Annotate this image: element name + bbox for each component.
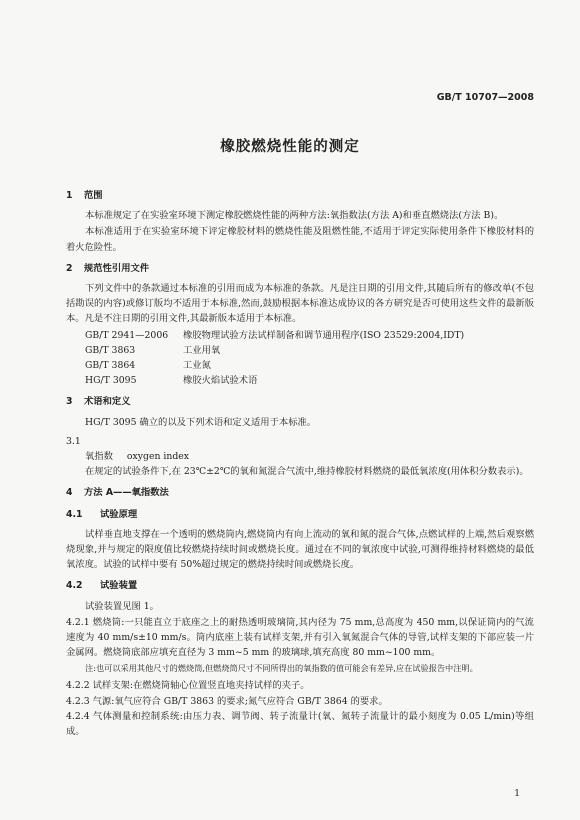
paragraph: HG/T 3095 确立的以及下列术语和定义适用于本标准。 bbox=[85, 416, 317, 428]
subsection-4-2-heading bbox=[66, 578, 534, 593]
section-number: 1 bbox=[66, 190, 73, 201]
term-number: 3.1 bbox=[66, 435, 81, 447]
subsection-title: 试验原理 bbox=[100, 508, 138, 520]
clause-item bbox=[66, 615, 534, 661]
reference-title: 橡胶火焰试验术语 bbox=[183, 375, 258, 387]
term-chinese: 氧指数 bbox=[85, 451, 113, 463]
section-title: 方法 A——氧指数法 bbox=[84, 487, 169, 499]
section-number: 3 bbox=[66, 396, 73, 408]
document-body bbox=[66, 182, 534, 739]
clause-text: 气源:氧气应符合 GB/T 3863 的要求;氮气应符合 GB/T 3864 的要求。 bbox=[92, 695, 388, 707]
reference-title: 工业氮 bbox=[183, 360, 211, 372]
note: 注:也可以采用其他尺寸的燃烧筒,但燃烧筒尺寸不同所得出的氧指数的值可能会有差异,应在试验报告中注明。 bbox=[85, 663, 478, 674]
clause-item bbox=[66, 678, 534, 693]
paragraph: 试样垂直地支撑在一个透明的燃烧筒内,燃烧筒内有向上流动的氧和氮的混合气体,点燃试样的上端,然后观察燃烧现象,并与规定的限度值比较燃烧持续时间或燃烧长度。通过在不同的氧浓度中试验,可测得维持材料燃烧的最低氧浓度。试验的试样中要有 50%超过规定的燃烧持续时间或燃烧长度。 bbox=[66, 528, 534, 571]
clause-number: 4.2.3 bbox=[66, 695, 90, 707]
subsection-number: 4.2 bbox=[66, 580, 83, 592]
section-1-heading bbox=[66, 188, 534, 203]
standard-code: GB/T 10707—2008 bbox=[436, 92, 534, 103]
page-number: 1 bbox=[514, 789, 520, 799]
reference-item bbox=[66, 358, 534, 373]
reference-title: 工业用氧 bbox=[183, 344, 221, 356]
reference-item bbox=[66, 343, 534, 358]
section-number: 4 bbox=[66, 487, 73, 499]
page-title: 橡胶燃烧性能的测定 bbox=[220, 139, 360, 155]
reference-title: 橡胶物理试验方法试样制备和调节通用程序(ISO 23529:2004,IDT) bbox=[183, 329, 465, 341]
paragraph: 本标准适用于在实验室环境下评定橡胶材料的燃烧性能及阻燃性能,不适用于评定实际使用条件下橡胶材料的着火危险性。 bbox=[66, 226, 534, 253]
term-english: oxygen index bbox=[126, 451, 190, 463]
reference-item bbox=[66, 328, 534, 343]
reference-code: HG/T 3095 bbox=[85, 375, 137, 387]
section-title: 术语和定义 bbox=[84, 396, 131, 408]
section-number: 2 bbox=[66, 262, 73, 274]
section-3-heading bbox=[66, 394, 534, 409]
clause-item bbox=[66, 709, 534, 739]
paragraph: 下列文件中的条款通过本标准的引用而成为本标准的条款。凡是注日期的引用文件,其随后所有的修改单(不包括勘误的内容)或修订版均不适用于本标准,然而,鼓励根据本标准达成协议的各方研究是否可使用这些文件的最新版本。凡是不注日期的引用文件,其最新版本适用于本标准。 bbox=[66, 283, 534, 325]
clause-number: 4.2.4 bbox=[66, 710, 90, 722]
section-2-heading bbox=[66, 261, 534, 276]
term-entry bbox=[66, 449, 534, 464]
term-definition: 在规定的试验条件下,在 23℃±2℃的氧和氮混合气流中,维持橡胶材料燃烧的最低氧浓度(用体积分数表示)。 bbox=[85, 466, 529, 478]
clause-text: 气体测量和控制系统:由压力表、调节阀、转子流量计(氧、氮转子流量计的最小刻度为 0.05 L/min)等组成。 bbox=[66, 710, 534, 738]
clause-number: 4.2.1 bbox=[66, 616, 90, 628]
clause-text: 燃烧筒:一只能直立于底座之上的耐热透明玻璃筒,其内径为 75 mm,总高度为 450 mm,以保证筒内的气流速度为 40 mm/s±10 mm/s。筒内底座上装有试样支架,并有引入氧氮混合气体的导管,试样支架的下部应装一片金属网。燃烧筒底部应填充直径为 3 mm~5 mm 的玻璃球,填充高度 80 mm~100 mm。 bbox=[66, 616, 534, 659]
clause-text: 试样支架:在燃烧筒轴心位置竖直地夹持试样的夹子。 bbox=[92, 680, 310, 692]
paragraph: 本标准规定了在实验室环境下测定橡胶燃烧性能的两种方法:氧指数法(方法 A)和垂直燃烧法(方法 B)。 bbox=[85, 210, 504, 222]
subsection-title: 试验装置 bbox=[100, 580, 138, 592]
section-title: 范围 bbox=[84, 190, 103, 201]
paragraph: 试验装置见图 1。 bbox=[85, 600, 159, 612]
subsection-4-1-heading bbox=[66, 507, 534, 522]
section-title: 规范性引用文件 bbox=[84, 262, 150, 274]
clause-number: 4.2.2 bbox=[66, 680, 90, 692]
reference-code: GB/T 2941—2006 bbox=[85, 329, 169, 341]
reference-code: GB/T 3864 bbox=[85, 360, 136, 372]
reference-code: GB/T 3863 bbox=[85, 344, 136, 356]
subsection-number: 4.1 bbox=[66, 508, 83, 520]
section-4-heading bbox=[66, 485, 534, 500]
reference-item bbox=[66, 373, 534, 388]
clause-item bbox=[66, 694, 534, 709]
